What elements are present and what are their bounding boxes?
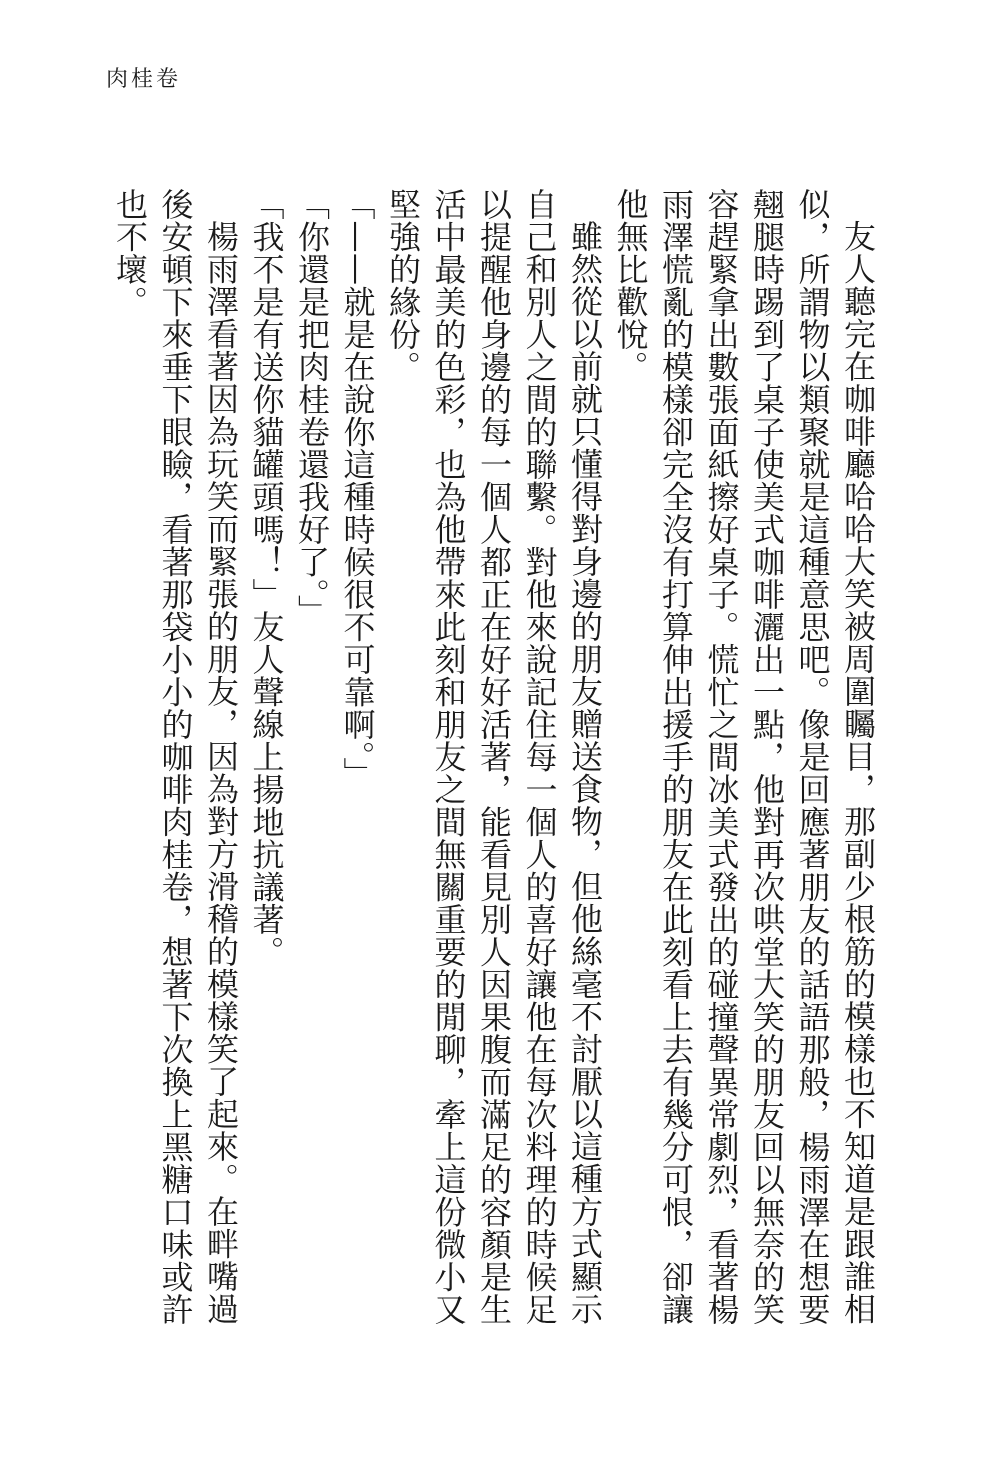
dialogue-line-1: 「——就是在說你這種時候很不可靠啊。」 (338, 188, 377, 790)
dialogue-line-2: 「你還是把肉桂卷還我好了。」 (293, 188, 331, 627)
dialogue-line-3: 「我不是有送你貓罐頭嗎！」友人聲線上揚地抗議著。 (247, 188, 286, 968)
page-header-title: 肉桂卷 (106, 67, 182, 92)
vertical-body-text (110, 188, 880, 1328)
paragraph-1: 友人聽完在咖啡廳哈哈大笑被周圍矚目，那副少根筋的模樣也不知道是跟誰相似，所謂物以類聚就是這種意思吧。像是回應著朋友的話語那般，楊雨澤在想要翹腿時踢到了桌子使美式咖啡灑出一點，他對再次哄堂大笑的朋友回以無奈的笑容趕緊拿出數張面紙擦好桌子。慌忙之間冰美式發出的碰撞聲異常劇烈，看著楊雨澤慌亂的模樣卻完全沒有打算伸出援手的朋友在此刻看上去有幾分可恨，卻讓他無比歡悅。 (611, 188, 877, 1326)
paragraph-3: 楊雨澤看著因為玩笑而緊張的朋友，因為對方滑稽的模樣笑了起來。在畔嘴過後安頓下來垂下眼瞼，看著那袋小小的咖啡肉桂卷，想著下次換上黑糖口味或許也不壞。 (111, 188, 240, 1326)
paragraph-2: 雖然從以前就只懂得對身邊的朋友贈送食物，但他絲毫不討厭以這種方式顯示自己和別人之間的聯繫。對他來說記住每一個人的喜好讓他在每次料理的時候足以提醒他身邊的每一個人都正在好好活著，能看見別人因果腹而滿足的容顏是生活中最美的色彩，也為他帶來此刻和朋友之間無關重要的閒聊，牽上這份微小又堅強的緣份。 (384, 188, 604, 1326)
